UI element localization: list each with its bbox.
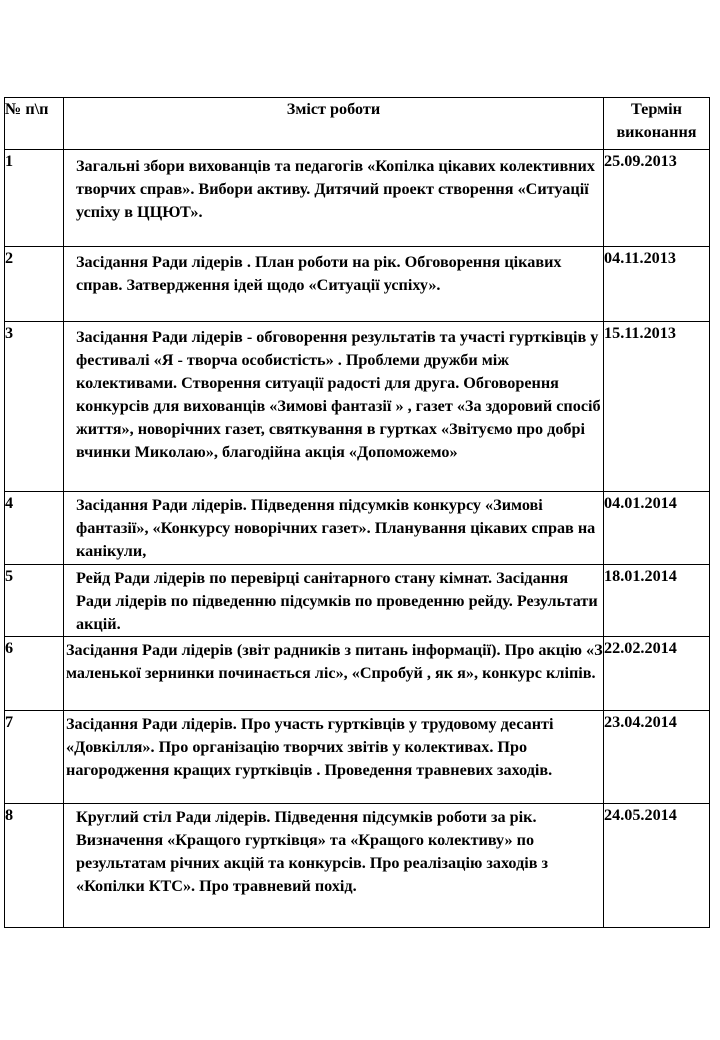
row-content-text: Засідання Ради лідерів. Підведення підсумків конкурсу «Зимові фантазії», «Конкурсу новорічних газет». Планування цікавих справ на канікули,	[76, 496, 596, 560]
row-date: 04.11.2013	[604, 247, 710, 322]
row-content-text: Рейд Ради лідерів по перевірці санітарного стану кімнат. Засідання Ради лідерів по підведенню підсумків по проведенню рейду. Результати акцій.	[76, 569, 598, 633]
table-row	[5, 322, 710, 492]
table-row	[5, 711, 710, 804]
header-number: № п\п	[5, 98, 64, 150]
row-content	[64, 322, 604, 492]
row-date: 04.01.2014	[604, 492, 710, 565]
row-content	[64, 804, 604, 928]
row-number: 5	[5, 565, 64, 637]
row-content-text: Засідання Ради лідерів - обговорення результатів та участі гуртківців у фестивалі «Я - творча особистість» . Проблеми дружби між колективами. Створення ситуації радості для друга. Обговорення конкурсів для вихованців «Зимові фантазії » , газет «За здоровий спосіб життя», новорічних газет, святкування в гуртках «Звітуємо про добрі вчинки Миколаю», благодійна акція «Допоможемо»	[76, 328, 601, 461]
row-content	[64, 492, 604, 565]
row-number: 1	[5, 150, 64, 247]
row-date: 25.09.2013	[604, 150, 710, 247]
header-term: Термін виконання	[604, 98, 710, 150]
table-row	[5, 150, 710, 247]
header-content: Зміст роботи	[64, 98, 604, 150]
table-header-row	[5, 98, 710, 150]
row-number: 7	[5, 711, 64, 804]
row-date: 23.04.2014	[604, 711, 710, 804]
row-content	[64, 247, 604, 322]
row-number: 4	[5, 492, 64, 565]
row-date: 22.02.2014	[604, 637, 710, 711]
row-number: 8	[5, 804, 64, 928]
table-row	[5, 804, 710, 928]
row-date: 18.01.2014	[604, 565, 710, 637]
row-number: 2	[5, 247, 64, 322]
row-number: 6	[5, 637, 64, 711]
table-row	[5, 637, 710, 711]
work-plan-table	[4, 97, 710, 928]
row-content-text: Засідання Ради лідерів (звіт радників з питань інформації). Про акцію «З маленької зернинки починається ліс», «Спробуй , як я», конкурс кліпів.	[66, 641, 603, 682]
row-content-text: Засідання Ради лідерів. Про участь гуртківців у трудовому десанті «Довкілля». Про організацію творчих звітів у колективах. Про нагородження кращих гуртківців . Проведення травневих заходів.	[66, 715, 554, 779]
row-content	[64, 565, 604, 637]
row-date: 24.05.2014	[604, 804, 710, 928]
row-number: 3	[5, 322, 64, 492]
table-row	[5, 492, 710, 565]
row-content	[64, 711, 604, 804]
row-content-text: Круглий стіл Ради лідерів. Підведення підсумків роботи за рік. Визначення «Кращого гуртківця» та «Кращого колективу» по результатам річних акцій та конкурсів. Про реалізацію заходів з «Копілки КТС». Про травневий похід.	[76, 808, 549, 895]
row-content-text: Загальні збори вихованців та педагогів «Копілка цікавих колективних творчих справ». Вибори активу. Дитячий проект створення «Ситуації успіху в ЦЦЮТ».	[76, 157, 595, 221]
row-content-text: Засідання Ради лідерів . План роботи на рік. Обговорення цікавих справ. Затвердження ідей щодо «Ситуації успіху».	[76, 253, 562, 294]
row-content	[64, 150, 604, 247]
row-date: 15.11.2013	[604, 322, 710, 492]
table-row	[5, 565, 710, 637]
table-row	[5, 247, 710, 322]
row-content	[64, 637, 604, 711]
